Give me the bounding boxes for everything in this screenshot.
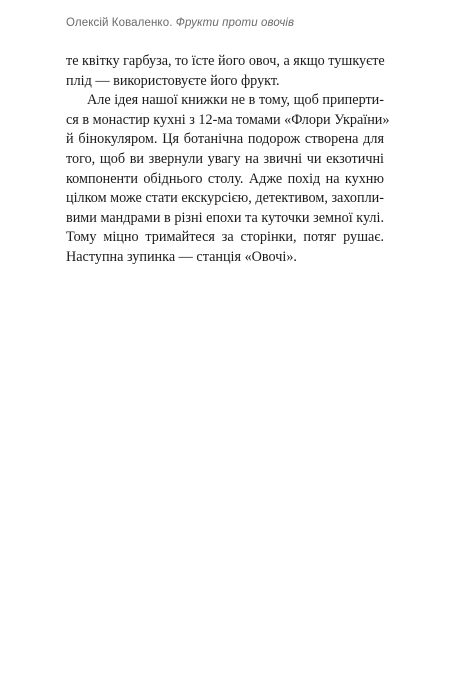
paragraph-1	[66, 52, 384, 91]
header-book-title: Фрукти проти овочів	[175, 17, 295, 29]
text-line: Тому міцно тримайтеся за сторінки, потяг рушає.	[66, 229, 384, 246]
running-header	[66, 17, 396, 29]
text-line: те квітку гарбуза, то їсте його овоч, а якщо тушкуєте	[66, 53, 385, 69]
text-line: цілком може стати екскурсією, детективом, захопли-	[66, 190, 384, 207]
text-line: Але ідея нашої книжки не в тому, щоб приперти-	[87, 92, 384, 109]
text-line: Наступна зупинка — станція «Овочі».	[66, 248, 297, 265]
text-line: й бінокуляром. Ця ботанічна подорож створена для	[66, 131, 384, 148]
text-line: компоненти обіднього столу. Адже похід на кухню	[66, 170, 384, 187]
text-line: плід — використовуєте його фрукт.	[66, 72, 280, 89]
paragraph-2	[66, 91, 390, 267]
text-line: вими мандрами в різні епохи та куточки земної кулі.	[66, 209, 384, 226]
body-text	[66, 52, 390, 268]
text-line: того, щоб ви звернули увагу на звичні чи екзотичні	[66, 150, 384, 167]
header-author: Олексій Коваленко.	[66, 17, 173, 29]
text-line: ся в монастир кухні з 12-ма томами «Флори України»	[66, 111, 390, 128]
